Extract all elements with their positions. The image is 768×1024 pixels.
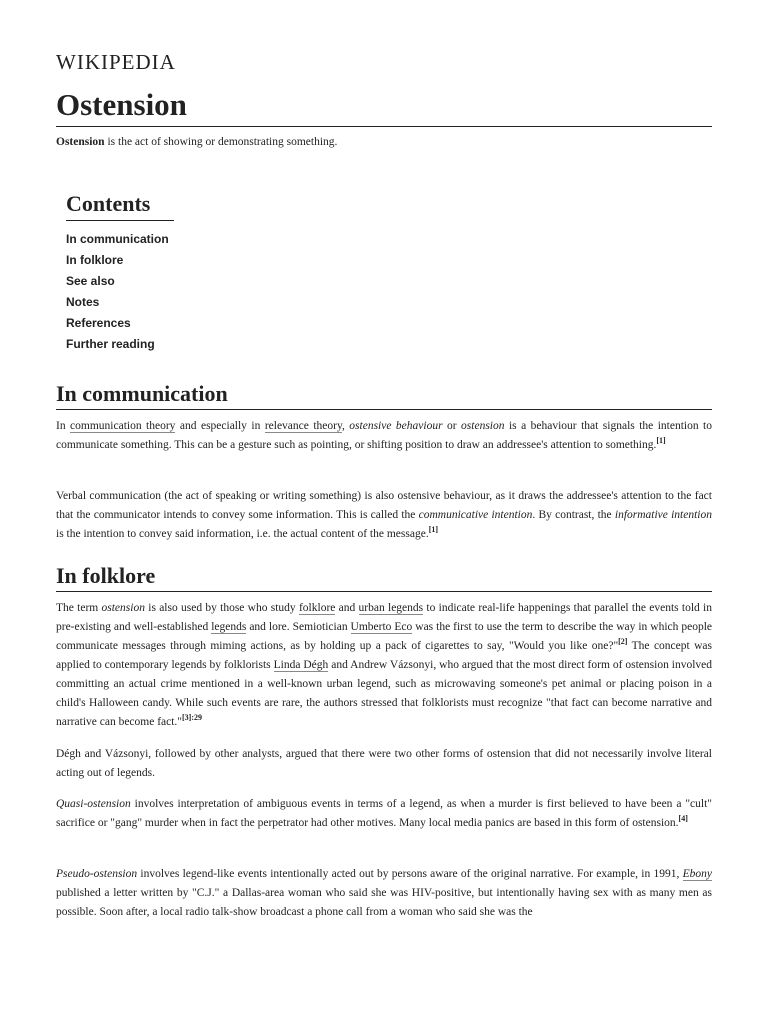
toc-list	[66, 229, 174, 355]
text: is a behaviour that signals the intention to communicate something. This can be a gesture such as pointing, or shifting position to draw an addressee's attention to something.	[56, 420, 712, 451]
text: is also used by those who study	[144, 602, 299, 614]
citation-ref[interactable]: [2]	[618, 637, 628, 647]
text: involves interpretation of ambiguous events in terms of a legend, as when a murder is first believed to have been a "cult" sacrifice or "gang" murder when in fact the perpetrator had other motives. Many local media panics are based in this form of ostension.	[56, 798, 712, 829]
link-folklore[interactable]: folklore	[298, 602, 336, 614]
link-legends[interactable]: legends	[211, 621, 247, 633]
wikipedia-logo[interactable]: WIKIPEDIA	[56, 50, 176, 74]
text: Verbal communication (the act of speaking or writing something) is also ostensive behaviour, as it draws the addressee's attention to the fact that the communicator intends to convey some information. This is called the	[56, 490, 712, 521]
link-urban-legends[interactable]: urban legends	[358, 602, 424, 614]
toc-title: Contents	[66, 190, 174, 221]
table-of-contents	[66, 190, 174, 355]
text: is the intention to convey said information, i.e. the actual content of the message.	[56, 528, 429, 540]
italic-term: ostension	[101, 602, 145, 614]
italic-term: communicative intention	[418, 509, 533, 521]
text: In	[56, 420, 71, 432]
folklore-paragraph-4	[56, 865, 712, 922]
folklore-paragraph-2: Dégh and Vázsonyi, followed by other analysts, argued that there were two other forms of ostension that did not necessarily involve literal acting out of legends.	[56, 748, 712, 779]
communication-paragraph-1	[56, 417, 712, 455]
text: and especially in	[175, 420, 265, 432]
link-communication-theory[interactable]: communication theory	[70, 420, 176, 432]
lead-text: is the act of showing or demonstrating something.	[104, 136, 338, 148]
folklore-paragraph-3	[56, 795, 712, 833]
text: and lore. Semiotician	[246, 621, 351, 633]
folklore-paragraph-1	[56, 599, 712, 732]
link-linda-degh[interactable]: Linda Dégh	[273, 659, 329, 671]
italic-term: ostension	[461, 420, 505, 432]
section-heading-folklore: In folklore	[56, 562, 712, 592]
text: ,	[341, 420, 350, 432]
citation-ref[interactable]: [4]	[678, 814, 688, 824]
link-ebony[interactable]: Ebony	[682, 868, 712, 880]
link-relevance-theory[interactable]: relevance theory	[264, 420, 342, 432]
text: published a letter written by "C.J." a Dallas-area woman who said she was HIV-positive, but intentionally having sex with as many men as possible. Soon after, a local radio talk-show broadcast a phone call from a woman who said she was the	[56, 887, 712, 918]
text: and Andrew Vázsonyi, who argued that the most direct form of ostension involved committing an actual crime mentioned in a well-known urban legend, such as microwaving someone's pet animal or placing poison in a child's Halloween candy. While such events are rare, the authors stressed that folklorists must recognize "that fact can become narrative and narrative can become fact."	[56, 659, 713, 728]
citation-ref[interactable]: [1]	[428, 525, 439, 535]
lead-term: Ostension	[56, 136, 105, 148]
citation-ref[interactable]: [1]	[656, 436, 666, 446]
lead-paragraph	[56, 134, 712, 150]
italic-term: informative intention	[614, 509, 713, 521]
toc-item-further-reading[interactable]: Further reading	[66, 337, 155, 351]
italic-term: ostensive behaviour	[349, 420, 443, 432]
text: was the first to use the term to describe the way in which people communicate messages through miming actions, as by holding up a pack of cigarettes to say, "Would you like one?"	[56, 621, 713, 652]
communication-paragraph-2	[56, 487, 712, 544]
text: involves legend-like events intentionally acted out by persons aware of the original narrative. For example, in 1991,	[137, 868, 683, 880]
toc-item-notes[interactable]: Notes	[66, 295, 100, 309]
text: The concept was applied to contemporary legends by folklorists	[56, 640, 712, 671]
text: . By contrast, the	[532, 509, 615, 521]
link-umberto-eco[interactable]: Umberto Eco	[350, 621, 413, 633]
toc-item-see-also[interactable]: See also	[66, 274, 115, 288]
citation-ref[interactable]: [3]:29	[182, 713, 203, 723]
text: to indicate real-life happenings that parallel the events told in pre-existing and well-established	[56, 602, 712, 633]
toc-item-references[interactable]: References	[66, 316, 131, 330]
page-title: Ostension	[56, 86, 712, 127]
text: The term	[56, 602, 102, 614]
section-heading-communication: In communication	[56, 380, 712, 410]
toc-item-in-communication[interactable]: In communication	[66, 232, 169, 246]
italic-term: Quasi-ostension	[56, 798, 131, 810]
text: or	[442, 420, 462, 432]
toc-item-in-folklore[interactable]: In folklore	[66, 253, 124, 267]
italic-term: Pseudo-ostension	[56, 868, 138, 880]
text: and	[335, 602, 359, 614]
